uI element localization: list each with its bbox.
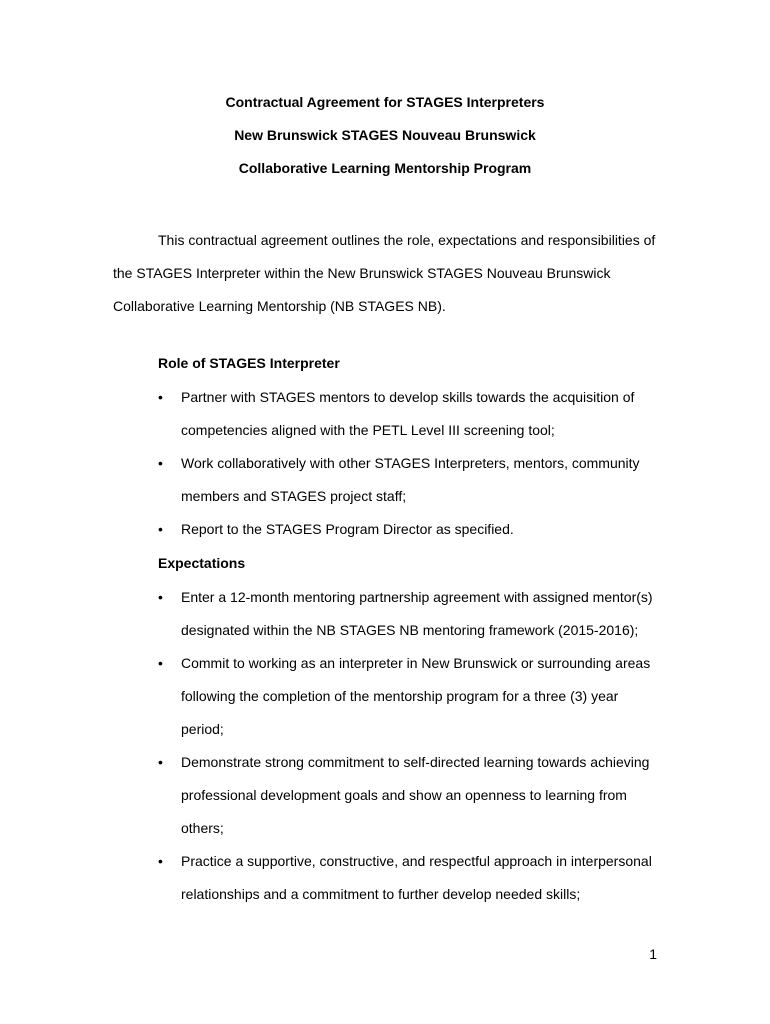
document-title-line-1: Contractual Agreement for STAGES Interpreters [225,94,545,110]
document-title-line-2: New Brunswick STAGES Nouveau Brunswick [234,127,536,143]
list-item [158,513,658,546]
bullet-icon: • [158,589,163,605]
bullet-icon: • [158,754,163,770]
role-heading: Role of STAGES Interpreter [158,355,340,371]
bullet-icon: • [158,655,163,671]
list-item [158,647,658,746]
list-item [158,381,658,447]
list-item [158,845,658,911]
list-item-text: Partner with STAGES mentors to develop skills towards the acquisition of competencies aligned with the PETL Level III screening tool; [181,389,635,438]
document-title-line-3: Collaborative Learning Mentorship Program [238,160,532,176]
bullet-icon: • [158,521,163,537]
list-item [158,581,658,647]
role-list [158,381,658,546]
list-item-text: Work collaboratively with other STAGES Interpreters, mentors, community members and STAGES project staff; [181,455,640,504]
intro-paragraph [113,224,658,323]
list-item-text: Report to the STAGES Program Director as specified. [181,521,514,537]
list-item-text: Commit to working as an interpreter in New Brunswick or surrounding areas following the completion of the mentorship program for a three (3) year period; [181,655,651,737]
expectations-heading: Expectations [158,555,246,571]
expectations-list [158,581,658,911]
bullet-icon: • [158,455,163,471]
list-item [158,746,658,845]
bullet-icon: • [158,389,163,405]
list-item [158,447,658,513]
list-item-text: Enter a 12-month mentoring partnership agreement with assigned mentor(s) designated within the NB STAGES NB mentoring framework (2015-2016); [181,589,653,638]
intro-paragraph-text: This contractual agreement outlines the role, expectations and responsibilities of the STAGES Interpreter within the New Brunswick STAGES Nouveau Brunswick Collaborative Learning Mentorship (NB STAGES NB). [113,232,656,314]
page-number: 1 [649,946,657,962]
bullet-icon: • [158,853,163,869]
list-item-text: Practice a supportive, constructive, and respectful approach in interpersonal relationships and a commitment to further develop needed skills; [181,853,652,902]
list-item-text: Demonstrate strong commitment to self-directed learning towards achieving professional development goals and show an openness to learning from others; [181,754,650,836]
